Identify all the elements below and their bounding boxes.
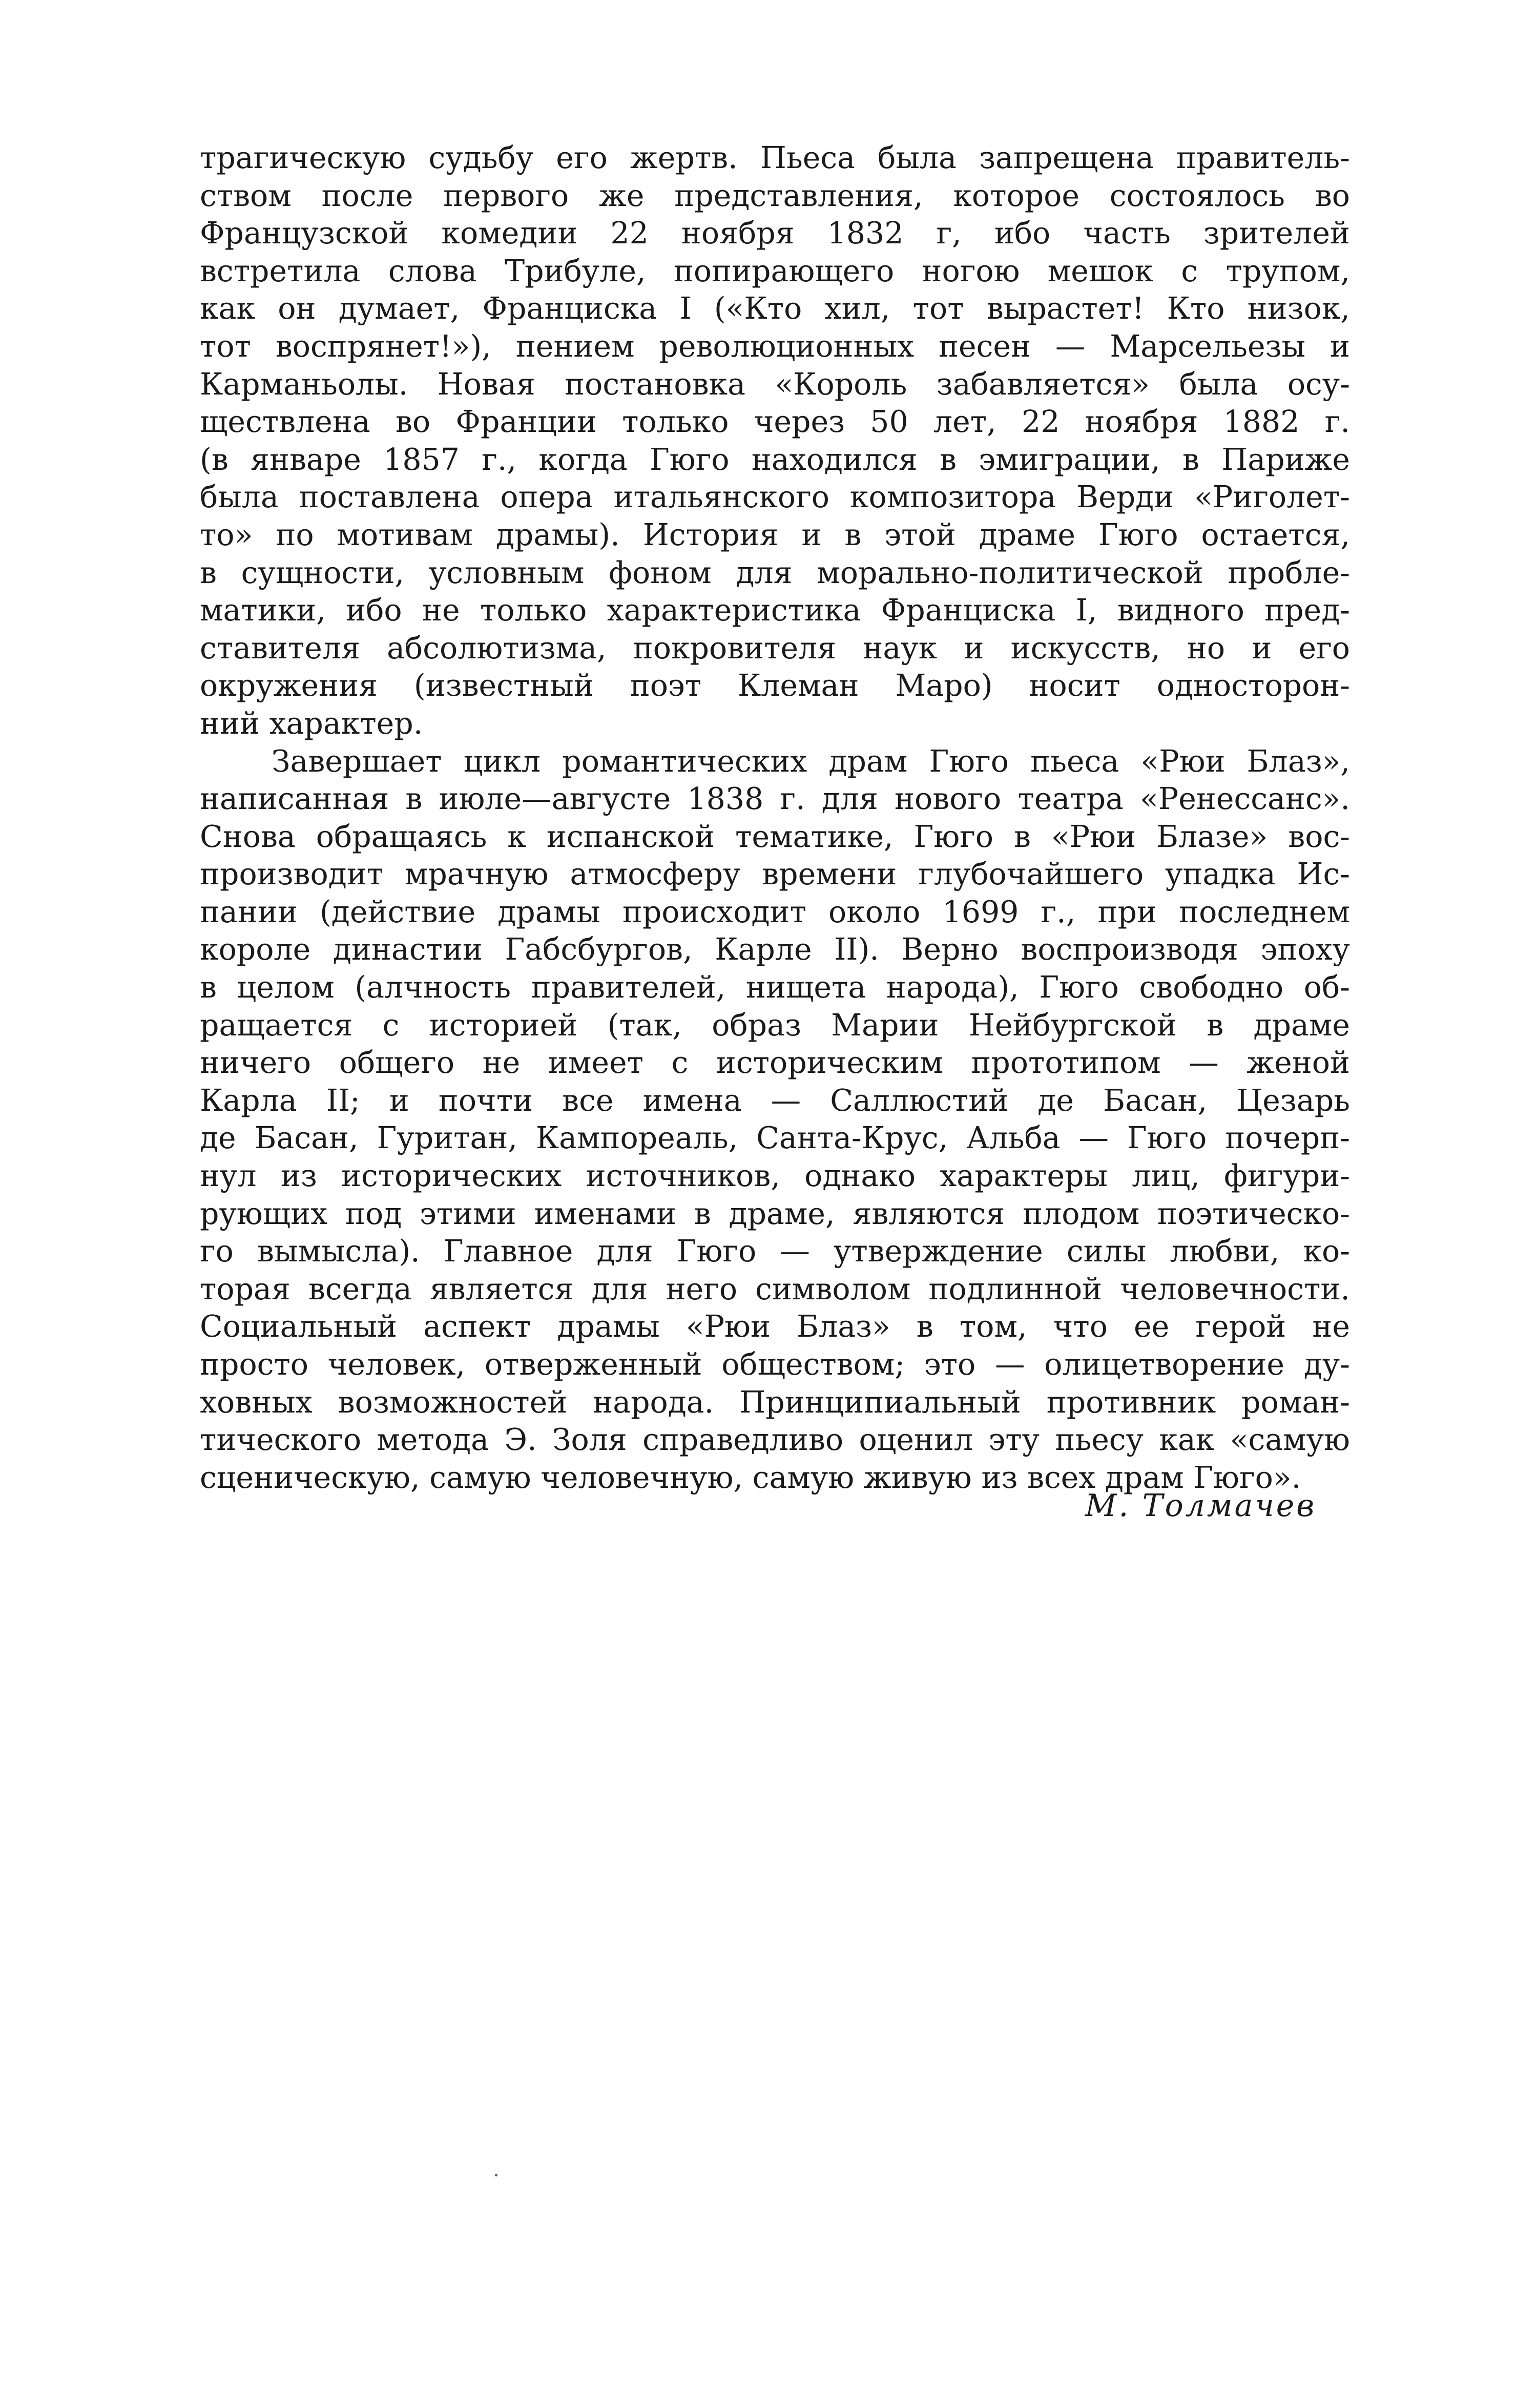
- text-line: матики, ибо не только характеристика Франциска I, видного пред-: [200, 593, 1350, 628]
- text-line: ховных возможностей народа. Принципиальный противник роман-: [200, 1384, 1350, 1420]
- text-line: короле династии Габсбургов, Карле II). Верно воспроизводя эпоху: [200, 932, 1350, 967]
- text-line: была поставлена опера итальянского композитора Верди «Риголет-: [200, 480, 1350, 515]
- text-line: Социальный аспект драмы «Рюи Блаз» в том, что ее герой не: [200, 1309, 1350, 1344]
- text-line: как он думает, Франциска I («Кто хил, тот вырастет! Кто низок,: [200, 291, 1350, 326]
- text-line: Карла II; и почти все имена — Саллюстий де Басан, Цезарь: [200, 1083, 1350, 1118]
- text-line: просто человек, отверженный обществом; это — олицетворение ду-: [200, 1347, 1350, 1382]
- text-line: Завершает цикл романтических драм Гюго пьеса «Рюи Блаз»,: [272, 743, 1350, 779]
- text-line: тот воспрянет!»), пением революционных песен — Марсельезы и: [200, 328, 1350, 364]
- text-line: Снова обращаясь к испанской тематике, Гюго в «Рюи Блазе» вос-: [200, 819, 1350, 854]
- text-line: написанная в июле—августе 1838 г. для нового театра «Ренессанс».: [200, 781, 1350, 817]
- paragraph-1: [200, 139, 1350, 743]
- text-line: ставителя абсолютизма, покровителя наук и искусств, но и его: [200, 630, 1350, 666]
- text-line: трагическую судьбу его жертв. Пьеса была запрещена правитель-: [200, 140, 1350, 175]
- text-line: тического метода Э. Золя справедливо оценил эту пьесу как «самую: [200, 1422, 1350, 1458]
- text-line: ществлена во Франции только через 50 лет, 22 ноября 1882 г.: [200, 404, 1350, 440]
- document-body: [200, 139, 1350, 1497]
- text-line: то» по мотивам драмы). История и в этой драме Гюго остается,: [200, 517, 1350, 552]
- text-line: де Басан, Гуритан, Кампореаль, Санта-Крус, Альба — Гюго почерп-: [200, 1120, 1350, 1156]
- text-line: (в январе 1857 г., когда Гюго находился в эмиграции, в Париже: [200, 442, 1350, 477]
- text-line: Карманьолы. Новая постановка «Король забавляется» была осу-: [200, 366, 1350, 402]
- text-line: торая всегда является для него символом подлинной человечности.: [200, 1271, 1350, 1306]
- text-line: го вымысла). Главное для Гюго — утверждение силы любви, ко-: [200, 1234, 1350, 1269]
- text-line: производит мрачную атмосферу времени глубочайшего упадка Ис-: [200, 857, 1350, 892]
- text-line: ний характер.: [200, 705, 423, 741]
- author-signature: М. Толмачев: [1085, 1488, 1317, 1524]
- text-line: встретила слова Трибуле, попирающего ногою мешок с трупом,: [200, 253, 1350, 288]
- text-line: сценическую, самую человечную, самую живую из всех драм Гюго».: [200, 1460, 1301, 1495]
- text-line: Французской комедии 22 ноября 1832 г, ибо часть зрителей: [200, 216, 1350, 251]
- text-line: пании (действие драмы происходит около 1699 г., при последнем: [200, 894, 1350, 929]
- text-line: в сущности, условным фоном для морально-политической пробле-: [200, 555, 1350, 590]
- text-line: ством после первого же представления, которое состоялось во: [200, 178, 1350, 213]
- text-line: в целом (алчность правителей, нищета народа), Гюго свободно об-: [200, 970, 1350, 1005]
- print-speck: [495, 2174, 497, 2176]
- text-line: ничего общего не имеет с историческим прототипом — женой: [200, 1045, 1350, 1081]
- text-line: ращается с историей (так, образ Марии Нейбургской в драме: [200, 1007, 1350, 1043]
- text-line: рующих под этими именами в драме, являются плодом поэтическо-: [200, 1196, 1350, 1231]
- text-line: нул из исторических источников, однако характеры лиц, фигури-: [200, 1158, 1350, 1194]
- text-line: окружения (известный поэт Клеман Маро) носит односторон-: [200, 668, 1350, 703]
- paragraph-2: [200, 743, 1350, 1497]
